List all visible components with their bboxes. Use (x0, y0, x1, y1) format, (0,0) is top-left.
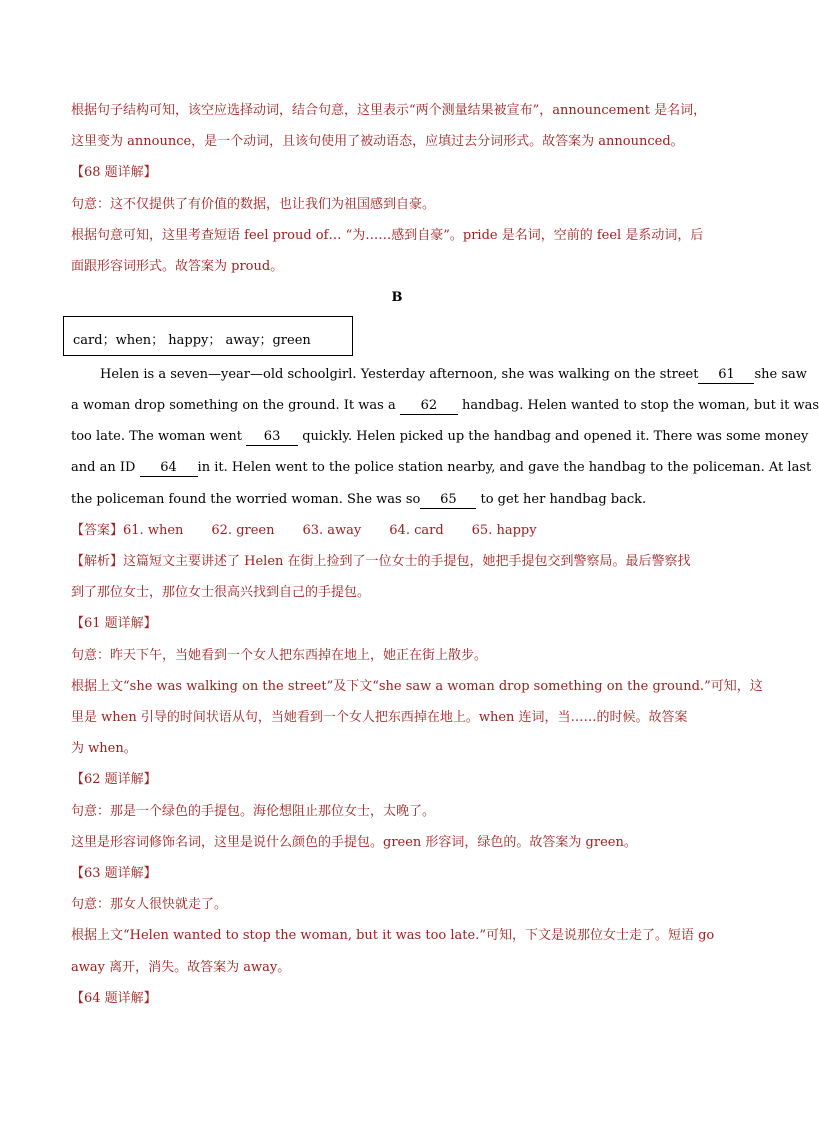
explanation-line: 这里变为 announce，是一个动词，且该句使用了被动语态，应填过去分词形式。故答案为 announced。 (71, 134, 684, 149)
passage-line (71, 492, 646, 509)
answer-63: 63. away (302, 523, 362, 538)
q63-meaning: 句意：那女人很快就走了。 (71, 897, 228, 912)
blank-65: 65 (420, 492, 476, 509)
answer-65: 65. happy (471, 523, 537, 538)
passage-text: too late. The woman went (71, 429, 242, 444)
word-bank-box (63, 316, 353, 356)
q64-heading: 【64 题详解】 (71, 991, 157, 1006)
q62-explanation: 这里是形容词修饰名词，这里是说什么颜色的手提包。green 形容词，绿色的。故答案为 green。 (71, 835, 637, 850)
q61-explanation: 里是 when 引导的时间状语从句，当她看到一个女人把东西掉在地上。when 连词，当……的时候。故答案 (71, 710, 688, 725)
passage-text: the policeman found the worried woman. She was so (71, 492, 421, 507)
q61-heading: 【61 题详解】 (71, 616, 157, 631)
section-title: B (391, 290, 403, 305)
passage-text: in it. Helen went to the police station nearby, and gave the handbag to the policeman. At last (197, 460, 812, 475)
q61-explanation: 根据上文“she was walking on the street”及下文“she saw a woman drop something on the ground.”可知，这 (71, 679, 763, 694)
q68-heading: 【68 题详解】 (71, 165, 157, 180)
passage-text: quickly. Helen picked up the handbag and opened it. There was some money (302, 429, 809, 444)
analysis-line (71, 554, 691, 570)
answer-64: 64. card (389, 523, 444, 538)
passage-text: she saw (754, 367, 807, 382)
answer-label: 【答案】 (71, 523, 124, 538)
answer-line (71, 523, 537, 539)
q68-explanation: 面跟形容词形式。故答案为 proud。 (71, 259, 284, 274)
passage-line (71, 429, 808, 446)
blank-64: 64 (140, 460, 198, 477)
blank-63: 63 (246, 429, 298, 446)
q62-heading: 【62 题详解】 (71, 772, 157, 787)
blank-61: 61 (698, 367, 754, 384)
answer-62: 62. green (211, 523, 275, 538)
passage-text: and an ID (71, 460, 136, 475)
word-bank-text: card；when； happy； away；green (73, 333, 311, 348)
q68-explanation: 根据句意可知，这里考查短语 feel proud of… “为……感到自豪”。pride 是名词，空前的 feel 是系动词，后 (71, 228, 704, 243)
q68-meaning: 句意：这不仅提供了有价值的数据，也让我们为祖国感到自豪。 (71, 197, 436, 212)
answer-61: 61. when (123, 523, 184, 538)
passage-line (71, 460, 811, 477)
analysis-text: 这篇短文主要讲述了 Helen 在街上捡到了一位女士的手提包，她把手提包交到警察局。最后警察找 (123, 554, 691, 569)
passage-text: handbag. Helen wanted to stop the woman, but it was (462, 398, 819, 413)
passage-line (100, 367, 807, 384)
q63-explanation: away 离开，消失。故答案为 away。 (71, 960, 291, 975)
explanation-line: 根据句子结构可知，该空应选择动词，结合句意，这里表示“两个测量结果被宣布”，announcement 是名词， (71, 103, 707, 118)
blank-62: 62 (400, 398, 458, 415)
passage-line (71, 398, 819, 415)
passage-text: a woman drop something on the ground. It was a (71, 398, 396, 413)
passage-text: Helen is a seven—year—old schoolgirl. Yesterday afternoon, she was walking on the street (100, 367, 699, 382)
q61-meaning: 句意：昨天下午，当她看到一个女人把东西掉在地上，她正在街上散步。 (71, 648, 488, 663)
q63-heading: 【63 题详解】 (71, 866, 157, 881)
q62-meaning: 句意：那是一个绿色的手提包。海伦想阻止那位女士，太晚了。 (71, 804, 436, 819)
passage-text: to get her handbag back. (480, 492, 647, 507)
q63-explanation: 根据上文“Helen wanted to stop the woman, but it was too late.”可知，下文是说那位女士走了。短语 go (71, 928, 715, 943)
analysis-line: 到了那位女士，那位女士很高兴找到自己的手提包。 (71, 585, 371, 600)
analysis-label: 【解析】 (71, 554, 124, 569)
q61-explanation: 为 when。 (71, 741, 137, 756)
